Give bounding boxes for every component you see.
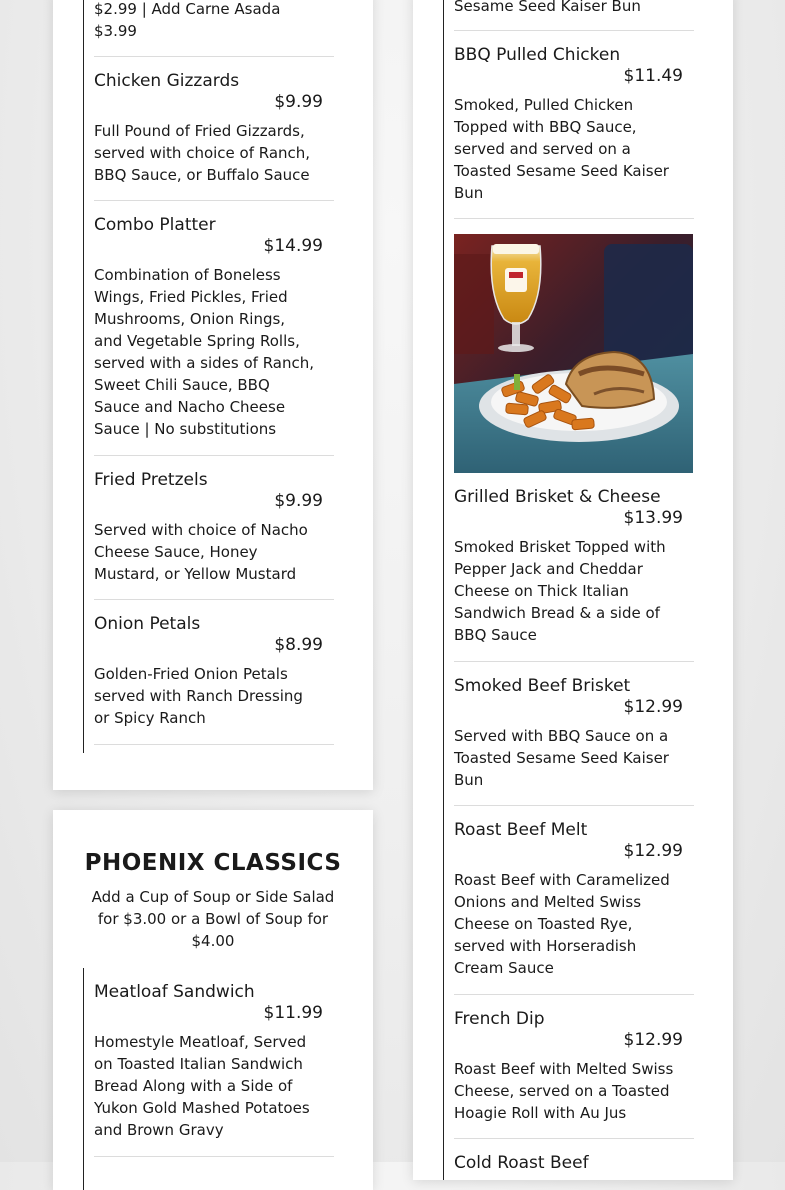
section-title: PHOENIX CLASSICS	[84, 850, 342, 876]
item-description-fragment: $3.99	[94, 22, 137, 40]
item-separator	[454, 805, 694, 806]
item-description: Golden-Fried Onion Petals served with Ranch Dressing or Spicy Ranch	[94, 665, 303, 727]
item-separator	[454, 661, 694, 662]
menu-item-list	[443, 0, 694, 1180]
item-separator	[94, 455, 334, 456]
item-description: Roast Beef with Melted Swiss Cheese, served on a Toasted Hoagie Roll with Au Jus	[454, 1060, 674, 1122]
menu-item-list	[83, 0, 334, 753]
menu-item-list	[83, 968, 334, 1190]
menu-card-appetizers	[53, 0, 373, 790]
item-separator	[94, 56, 334, 57]
item-description: Combination of Boneless Wings, Fried Pickles, Fried Mushrooms, Onion Rings, and Vegetable Spring Rolls, served with a sides of Ranch, Sweet Chili Sauce, BBQ Sauce and Nacho Cheese Sauce | No substitutions	[94, 266, 315, 438]
item-name: BBQ Pulled Chicken	[454, 45, 621, 65]
item-name: Fried Pretzels	[94, 470, 208, 490]
item-description: Served with choice of Nacho Cheese Sauce, Honey Mustard, or Yellow Mustard	[94, 521, 308, 583]
item-price: $12.99	[623, 841, 683, 861]
item-separator	[94, 599, 334, 600]
menu-card-sandwiches	[413, 0, 733, 1180]
item-separator	[454, 218, 694, 219]
menu-card-phoenix-classics	[53, 810, 373, 1190]
item-name: Combo Platter	[94, 215, 216, 235]
item-description-fragment: Sesame Seed Kaiser Bun	[454, 0, 641, 15]
item-price: $12.99	[623, 1030, 683, 1050]
item-separator	[94, 1156, 334, 1157]
item-separator	[94, 744, 334, 745]
item-separator	[454, 30, 694, 31]
item-description-fragment: $2.99 | Add Carne Asada	[94, 0, 281, 18]
item-name: Grilled Brisket & Cheese	[454, 487, 661, 507]
item-name: Meatloaf Sandwich	[94, 982, 255, 1002]
item-price: $11.99	[263, 1003, 323, 1023]
item-price: $9.99	[274, 491, 323, 511]
item-name: French Dip	[454, 1009, 545, 1029]
item-separator	[94, 200, 334, 201]
item-price: $8.99	[274, 635, 323, 655]
item-description: Homestyle Meatloaf, Served on Toasted Italian Sandwich Bread Along with a Side of Yukon Gold Mashed Potatoes and Brown Gravy	[94, 1033, 310, 1139]
item-price: $14.99	[263, 236, 323, 256]
item-name: Smoked Beef Brisket	[454, 676, 631, 696]
item-price: $12.99	[623, 697, 683, 717]
item-description: Roast Beef with Caramelized Onions and Melted Swiss Cheese on Toasted Rye, served with Horseradish Cream Sauce	[454, 871, 670, 977]
item-description: Full Pound of Fried Gizzards, served with choice of Ranch, BBQ Sauce, or Buffalo Sauce	[94, 122, 311, 184]
item-name: Cold Roast Beef	[454, 1153, 589, 1173]
item-description: Smoked, Pulled Chicken Topped with BBQ Sauce, served and served on a Toasted Sesame Seed Kaiser Bun	[454, 96, 669, 202]
item-name: Chicken Gizzards	[94, 71, 240, 91]
item-description: Served with BBQ Sauce on a Toasted Sesame Seed Kaiser Bun	[454, 727, 669, 789]
item-separator	[454, 994, 694, 995]
item-price: $11.49	[623, 66, 683, 86]
item-name: Roast Beef Melt	[454, 820, 588, 840]
section-subtitle: Add a Cup of Soup or Side Salad for $3.00 or a Bowl of Soup for $4.00	[91, 888, 335, 950]
item-price: $9.99	[274, 92, 323, 112]
item-description: Smoked Brisket Topped with Pepper Jack and Cheddar Cheese on Thick Italian Sandwich Bread & a side of BBQ Sauce	[454, 538, 666, 644]
grilled-brisket-photo	[454, 234, 693, 473]
item-price: $13.99	[623, 508, 683, 528]
item-separator	[454, 1138, 694, 1139]
item-name: Onion Petals	[94, 614, 201, 634]
